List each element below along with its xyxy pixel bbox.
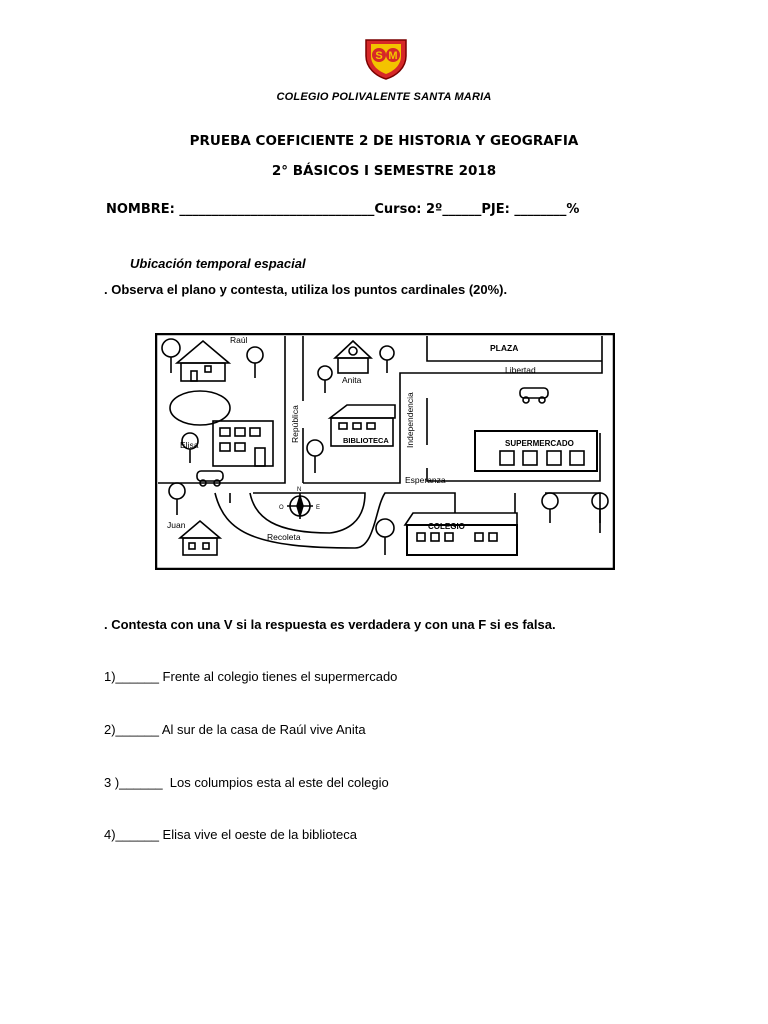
- label-raul: Raúl: [230, 335, 248, 345]
- compass-e: E: [316, 505, 321, 511]
- question-2: 2)______ Al sur de la casa de Raúl vive Anita: [104, 722, 366, 737]
- compass-icon: [287, 493, 313, 519]
- school-name: COLEGIO POLIVALENTE SANTA MARIA: [276, 91, 492, 103]
- road-curve: [230, 493, 330, 533]
- label-recoleta: Recoleta: [267, 532, 301, 542]
- building-elisa: [213, 421, 273, 466]
- car-icon: [520, 388, 548, 403]
- student-info-line: NOMBRE: ______________________________Curso: 2º______PJE: ________%: [106, 202, 580, 217]
- label-juan: Juan: [167, 520, 186, 530]
- house-juan: [180, 521, 220, 555]
- label-esperanza: Esperanza: [405, 475, 446, 485]
- test-title: PRUEBA COEFICIENTE 2 DE HISTORIA Y GEOGRAFIA: [189, 133, 579, 149]
- school-logo: [362, 38, 410, 80]
- instruction-map: . Observa el plano y contesta, utiliza los puntos cardinales (20%).: [104, 282, 508, 297]
- label-independencia: Independencia: [405, 392, 415, 448]
- question-1: 1)______ Frente al colegio tienes el supermercado: [104, 669, 398, 684]
- house-anita: [335, 341, 371, 373]
- lake: [170, 391, 230, 425]
- building-colegio: [405, 513, 517, 555]
- label-libertad: Libertad: [505, 365, 536, 375]
- compass-n: N: [297, 487, 302, 493]
- instruction-true-false: . Contesta con una V si la respuesta es verdadera y con una F si es falsa.: [104, 617, 556, 632]
- question-4: 4)______ Elisa vive el oeste de la biblioteca: [104, 827, 357, 842]
- label-republica: República: [290, 405, 300, 443]
- compass-o: O: [279, 505, 284, 511]
- label-anita: Anita: [342, 375, 362, 385]
- logo-letter-s: S: [375, 50, 383, 62]
- label-colegio: COLEGIO: [428, 522, 465, 531]
- logo-letter-m: M: [388, 50, 398, 62]
- building-supermercado: [475, 431, 597, 471]
- question-3: 3 )______ Los columpios esta al este del colegio: [104, 775, 389, 790]
- test-subtitle: 2° BÁSICOS I SEMESTRE 2018: [271, 163, 497, 179]
- house-raul: [177, 341, 229, 381]
- label-supermercado: SUPERMERCADO: [505, 439, 574, 448]
- label-elisa: Elisa: [180, 440, 199, 450]
- section-title: Ubicación temporal espacial: [130, 256, 306, 271]
- roundabout: [253, 493, 365, 533]
- label-biblioteca: BIBLIOTECA: [343, 436, 389, 445]
- label-plaza: PLAZA: [490, 343, 519, 353]
- city-map: [155, 333, 615, 570]
- road-republica: [158, 336, 285, 483]
